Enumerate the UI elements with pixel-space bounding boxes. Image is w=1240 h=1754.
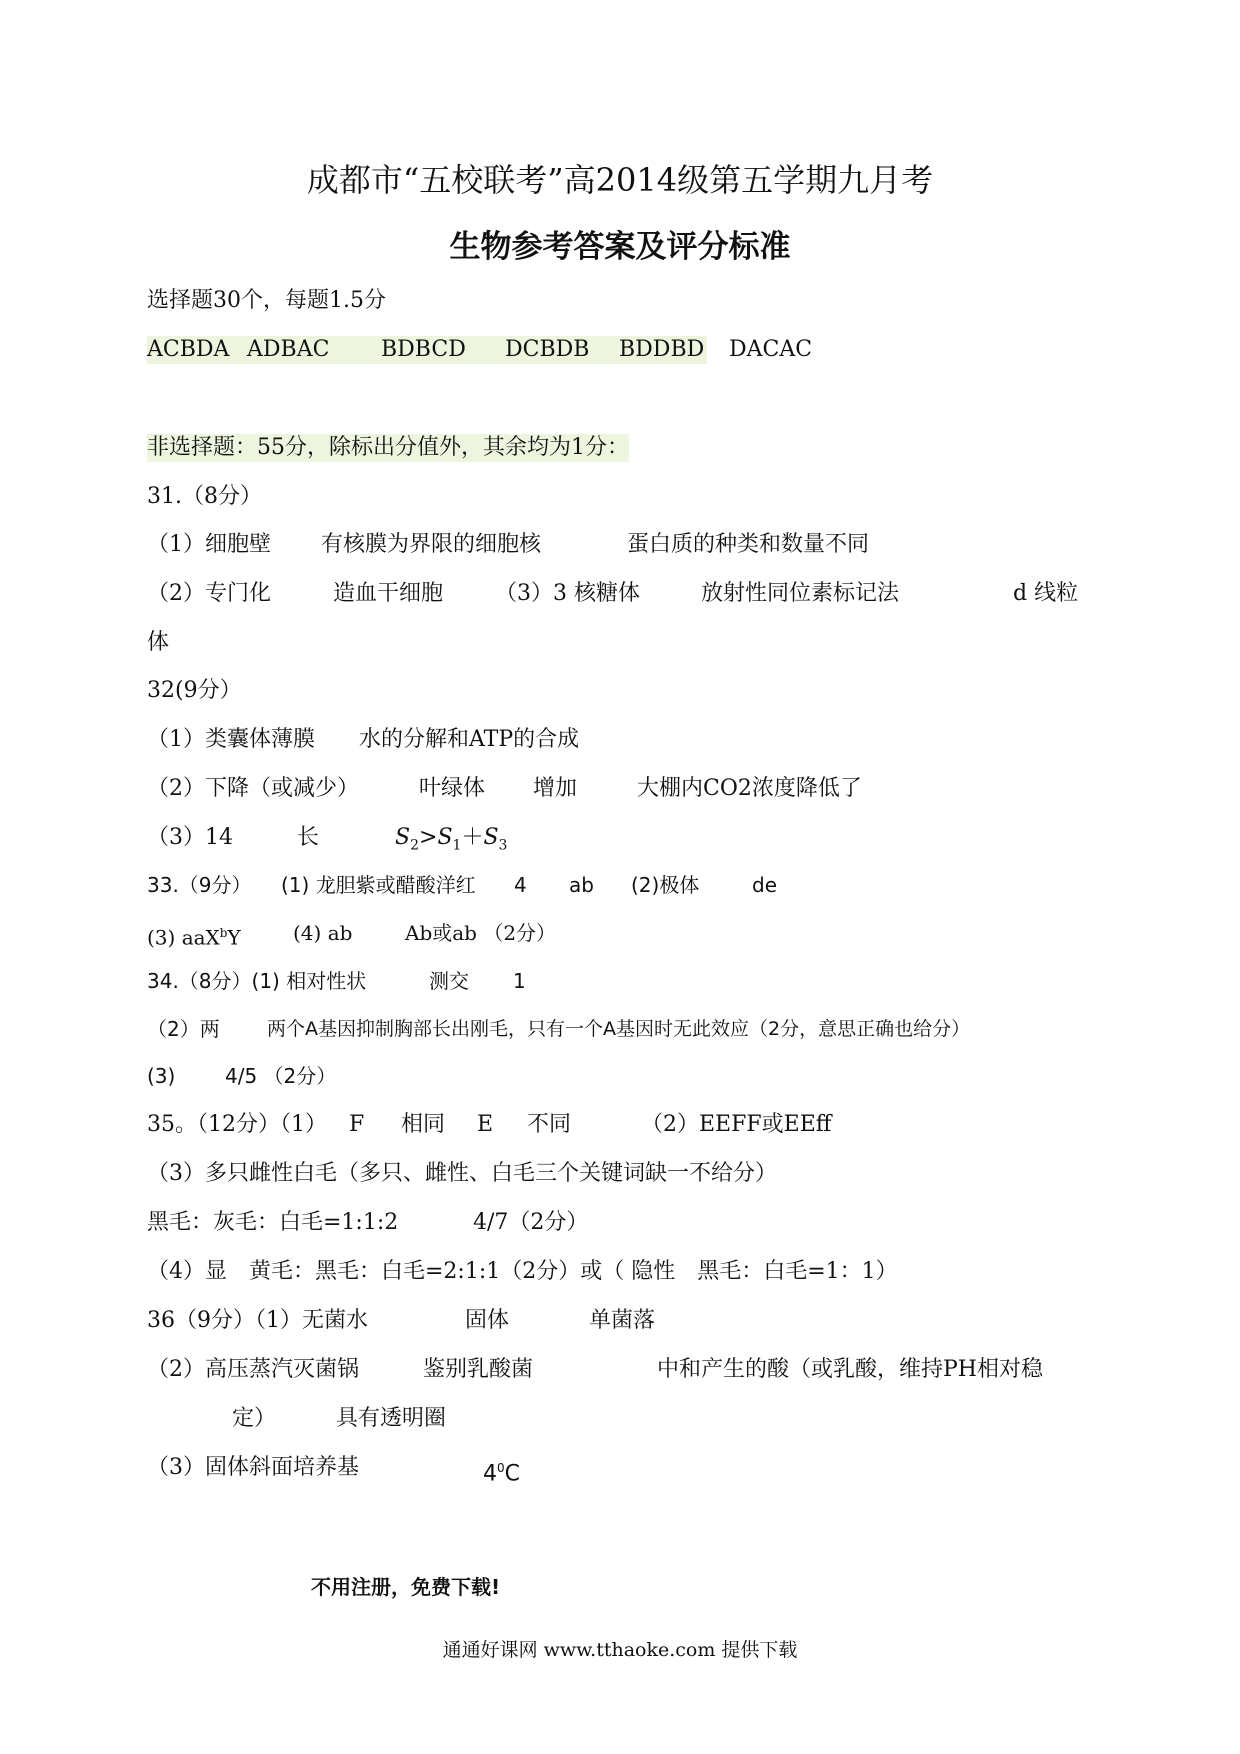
answer-group-5: BDDBD bbox=[619, 337, 705, 362]
q32-2-a: （2）下降（或减少） bbox=[147, 776, 359, 801]
answer-group-1: ACBDA bbox=[147, 337, 230, 362]
q35-1-e: 不同 bbox=[527, 1112, 572, 1137]
q33-2-a-pre: (3) aaX bbox=[147, 925, 220, 950]
nonchoice-intro: 非选择题：55分，除标出分值外，其余均为1分： bbox=[147, 435, 629, 460]
q33-1-b: (1) 龙胆紫或醋酸洋红 bbox=[281, 873, 476, 897]
page-subtitle: 生物参考答案及评分标准 bbox=[449, 229, 791, 265]
q36-4-temp-sup: 0 bbox=[497, 1461, 505, 1475]
q32-formula bbox=[395, 824, 507, 859]
q33-1-c: 4 bbox=[514, 873, 527, 897]
answer-group-3: BDBCD bbox=[381, 337, 466, 362]
q31-1-a: （1）细胞壁 bbox=[147, 532, 271, 557]
q31-2-a: （2）专门化 bbox=[147, 581, 271, 606]
q31-2-c: （3）3 核糖体 bbox=[495, 581, 640, 606]
q36-4-temp-unit: C bbox=[504, 1461, 521, 1487]
q33-1-a: 33.（9分） bbox=[147, 873, 252, 897]
q31-2-e: d 线粒 bbox=[1013, 581, 1079, 606]
q36-1-c: 单菌落 bbox=[589, 1308, 656, 1333]
q32-3-a: （3）14 bbox=[147, 825, 233, 850]
q31-1-b: 有核膜为界限的细胞核 bbox=[321, 532, 542, 557]
q31-2-b: 造血干细胞 bbox=[333, 581, 444, 606]
q35-3-a: 黑毛：灰毛：白毛=1:1:2 bbox=[147, 1210, 399, 1235]
footer-source: 通通好课网 www.tthaoke.com 提供下载 bbox=[442, 1639, 798, 1661]
choice-answers-row bbox=[147, 336, 813, 364]
answer-group-4: DCBDB bbox=[505, 337, 590, 362]
q35-line-4: （4）显 黄毛：黑毛：白毛=2:1:1（2分）或（ 隐性 黑毛：白毛=1：1） bbox=[147, 1259, 898, 1284]
q34-2-b: 两个A基因抑制胸部长出刚毛，只有一个A基因时无此效应（2分，意思正确也给分） bbox=[267, 1018, 971, 1040]
q36-2-c: 中和产生的酸（或乳酸，维持PH相对稳 bbox=[657, 1357, 1043, 1382]
q36-4-a: （3）固体斜面培养基 bbox=[147, 1455, 359, 1480]
q35-1-a: 35。（12分）（1） bbox=[147, 1112, 327, 1137]
formula-sub-1: 1 bbox=[452, 837, 462, 854]
q35-line-2: （3）多只雌性白毛（多只、雌性、白毛三个关键词缺一不给分） bbox=[147, 1161, 777, 1186]
q34-2-a: （2）两 bbox=[147, 1017, 220, 1041]
q34-1-c: 1 bbox=[513, 969, 526, 993]
q36-3-b: 具有透明圈 bbox=[336, 1406, 447, 1431]
q33-2-a-sup: b bbox=[219, 926, 228, 940]
q36-4-temp-value: 4 bbox=[483, 1461, 497, 1487]
q35-1-b: F bbox=[349, 1112, 365, 1137]
q34-3-a: (3) bbox=[147, 1064, 176, 1088]
formula-s1: S bbox=[437, 825, 453, 850]
q33-2-a bbox=[147, 919, 241, 952]
q36-2-a: （2）高压蒸汽灭菌锅 bbox=[147, 1357, 359, 1382]
answer-group-2: ADBAC bbox=[247, 337, 330, 362]
q33-1-f: de bbox=[752, 873, 777, 897]
q36-4-temp bbox=[483, 1454, 520, 1488]
q32-3-b: 长 bbox=[297, 825, 320, 850]
formula-s3: S bbox=[483, 825, 499, 850]
q33-1-d: ab bbox=[569, 873, 594, 897]
q31-2-d: 放射性同位素标记法 bbox=[701, 581, 900, 606]
q33-1-e: (2)极体 bbox=[631, 873, 700, 897]
q34-1-a: 34.（8分）(1) 相对性状 bbox=[147, 969, 367, 993]
choice-intro: 选择题30个，每题1.5分 bbox=[147, 288, 386, 313]
q34-1-b: 测交 bbox=[429, 969, 469, 993]
formula-sub-2: 2 bbox=[410, 837, 419, 854]
q36-3-a: 定） bbox=[232, 1406, 277, 1431]
q32-2-b: 叶绿体 bbox=[419, 776, 486, 801]
q35-1-c: 相同 bbox=[401, 1112, 446, 1137]
q35-3-b: 4/7（2分） bbox=[473, 1210, 589, 1235]
q31-heading: 31.（8分） bbox=[147, 484, 262, 509]
formula-s2: S bbox=[395, 825, 411, 850]
q32-heading: 32(9分） bbox=[147, 678, 242, 703]
answer-group-6: DACAC bbox=[729, 337, 813, 362]
formula-gt: > bbox=[419, 825, 438, 850]
formula-plus: ＋ bbox=[461, 825, 484, 850]
q35-1-d: E bbox=[477, 1112, 494, 1137]
q32-1-a: （1）类囊体薄膜 bbox=[147, 727, 315, 752]
q35-1-f: （2）EEFF或EEff bbox=[641, 1112, 832, 1137]
q31-line-3: 体 bbox=[147, 630, 170, 655]
footer-promo: 不用注册，免费下载! bbox=[311, 1575, 501, 1599]
q33-2-b: (4) ab bbox=[293, 921, 353, 945]
q33-2-c: Ab或ab （2分） bbox=[405, 921, 557, 945]
q36-1-a: 36（9分）（1）无菌水 bbox=[147, 1308, 368, 1333]
q36-2-b: 鉴别乳酸菌 bbox=[423, 1357, 534, 1382]
q32-1-b: 水的分解和ATP的合成 bbox=[359, 727, 580, 752]
q34-3-b: 4/5 （2分） bbox=[225, 1064, 337, 1088]
q32-2-c: 增加 bbox=[533, 776, 578, 801]
formula-sub-3: 3 bbox=[498, 837, 508, 854]
q31-1-c: 蛋白质的种类和数量不同 bbox=[627, 532, 870, 557]
q33-2-a-post: Y bbox=[227, 925, 241, 950]
q36-1-b: 固体 bbox=[465, 1308, 510, 1333]
page-title: 成都市“五校联考”高2014级第五学期九月考 bbox=[306, 161, 934, 199]
q32-2-d: 大棚内CO2浓度降低了 bbox=[637, 776, 862, 801]
